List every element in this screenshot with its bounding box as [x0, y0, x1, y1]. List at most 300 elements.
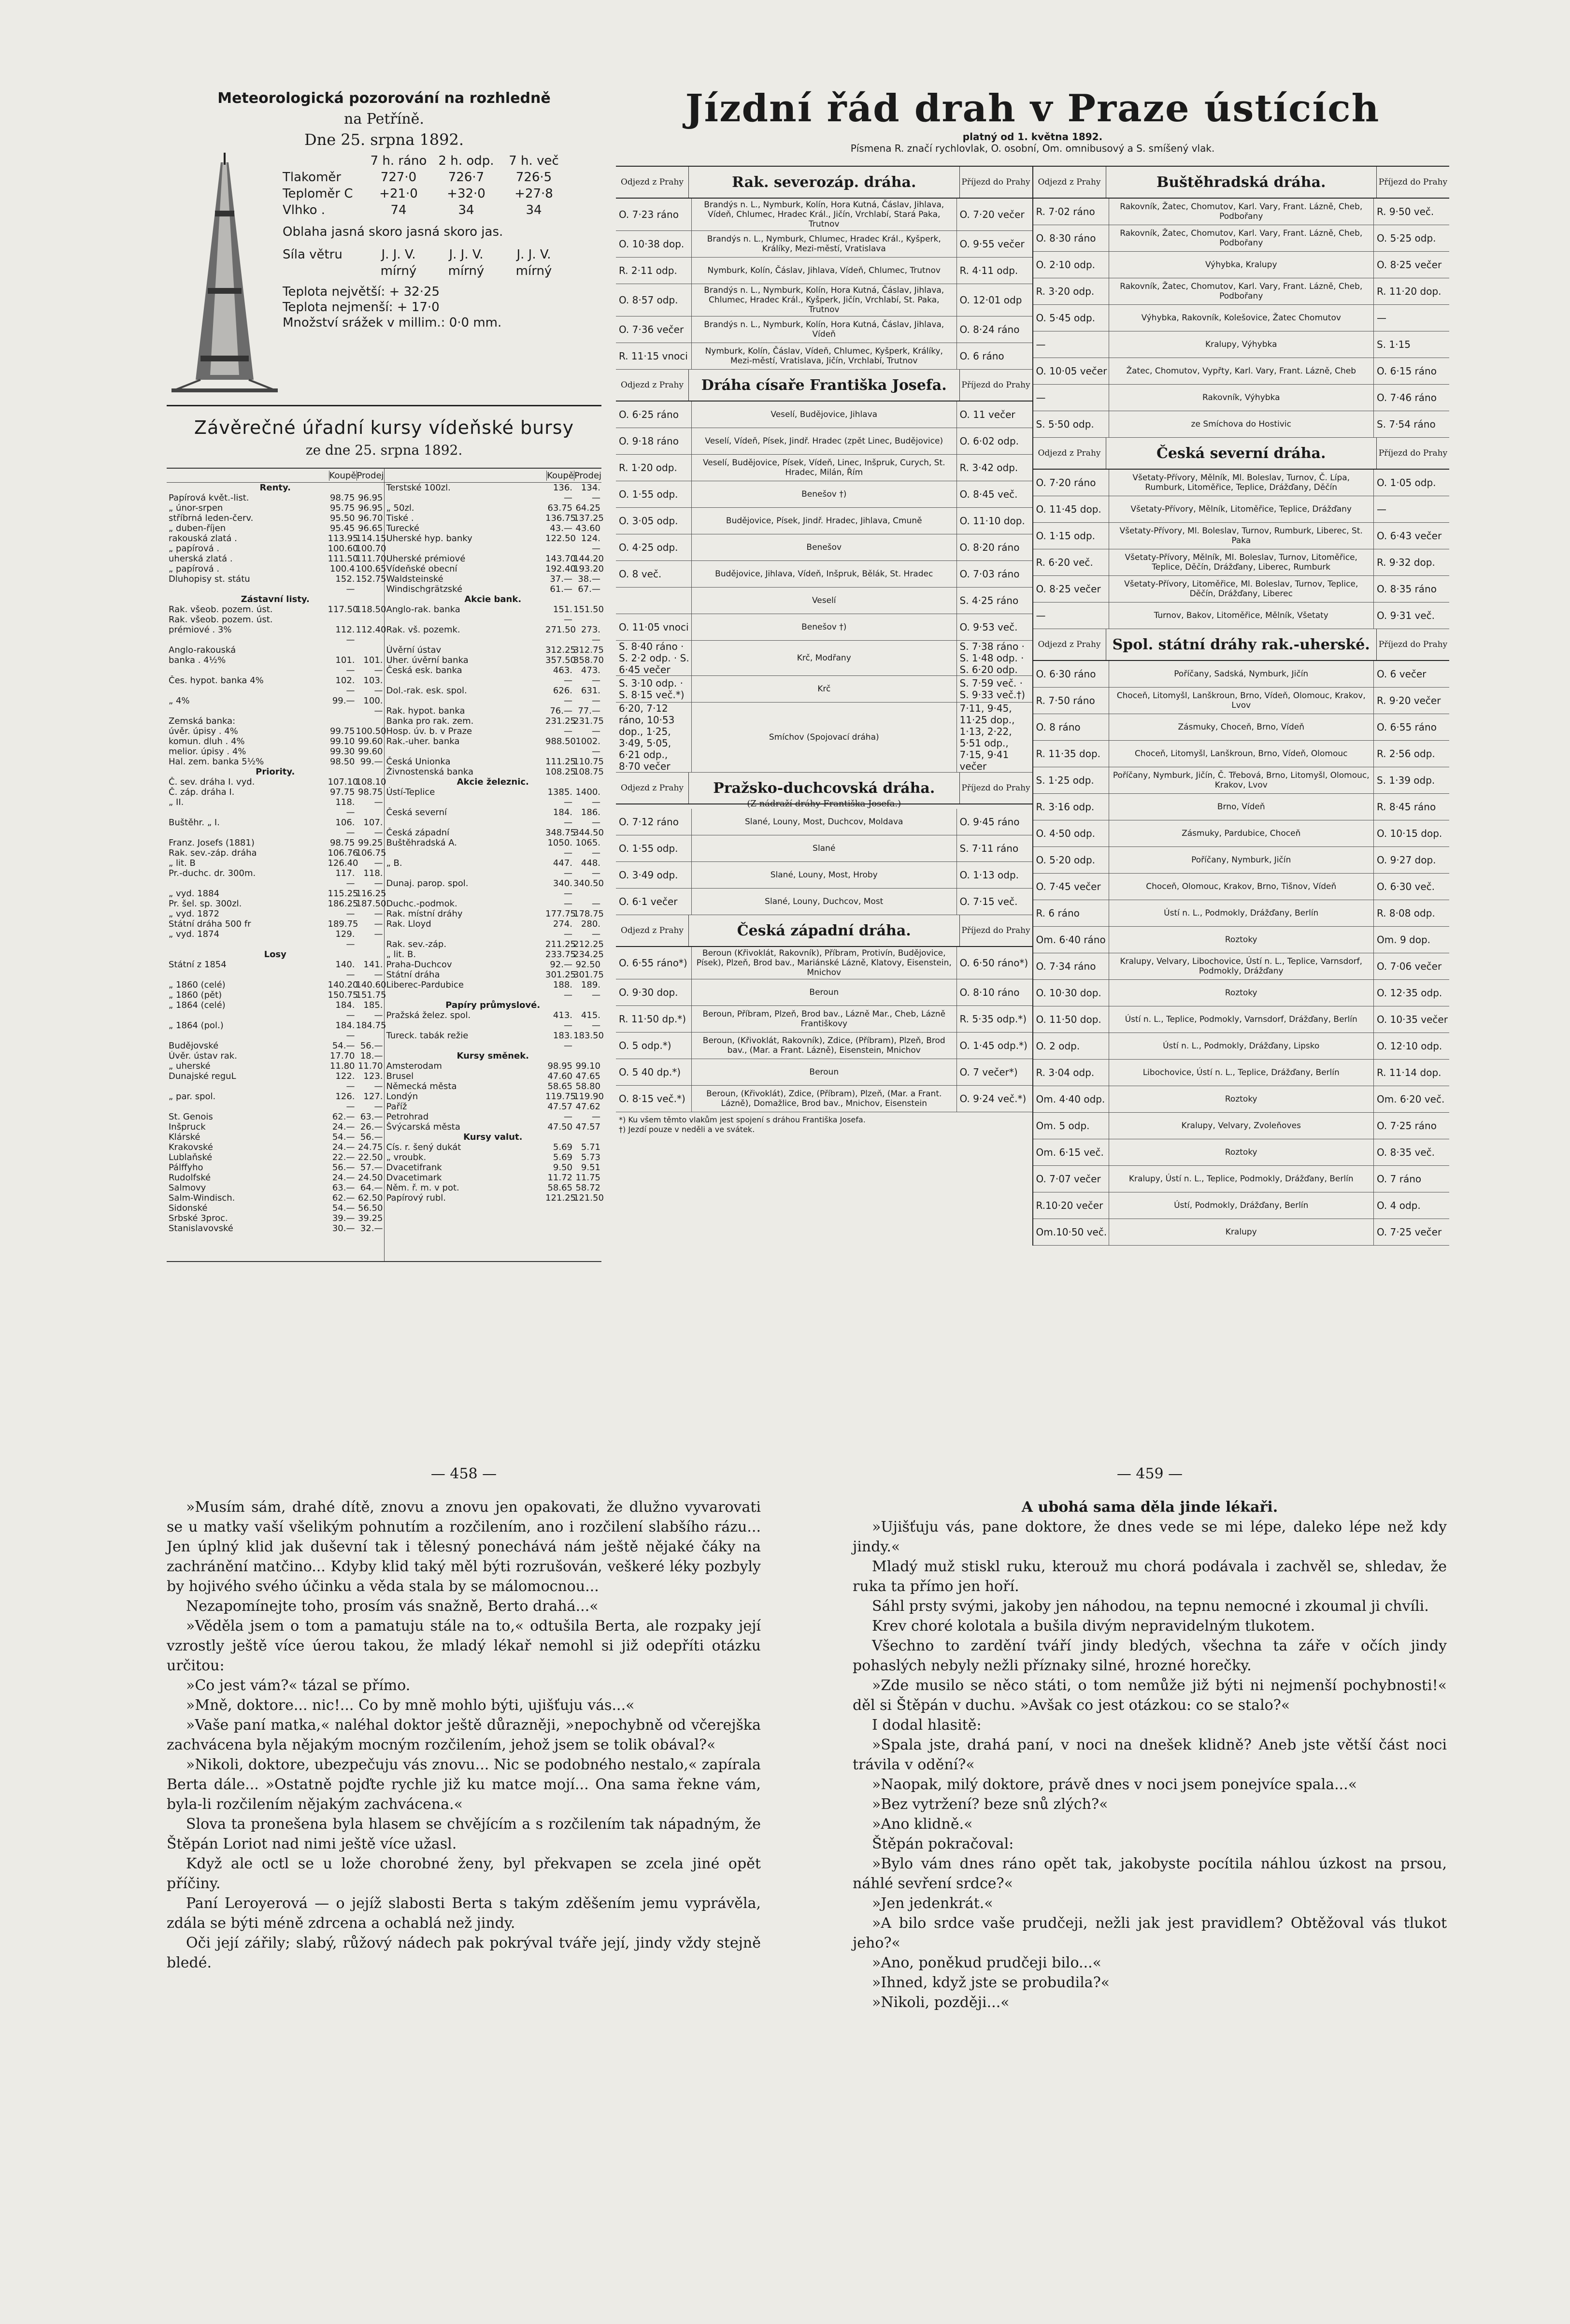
arrival-time: R. 8·08 odp.	[1377, 907, 1435, 919]
train-row	[1033, 331, 1450, 358]
bourse-row	[385, 1071, 602, 1081]
bourse-security: banka . 4½%	[169, 655, 226, 665]
bourse-sell: 24.50	[357, 1173, 383, 1183]
bourse-buy: 100.4	[329, 564, 355, 574]
bourse-buy: 99.75	[329, 726, 355, 736]
bourse-row	[167, 858, 384, 868]
train-row	[1033, 576, 1450, 603]
train-row	[616, 508, 1032, 534]
bourse-sell: 32.—	[360, 1223, 383, 1234]
bourse-sell: 56.—	[360, 1041, 383, 1051]
bourse-sell: 96.95	[357, 503, 383, 513]
arrival-time: —	[1377, 312, 1386, 324]
bourse-sell: 96.65	[357, 523, 383, 533]
bourse-security: Pražská želez. spol.	[386, 1010, 471, 1020]
route: ze Smíchova do Hostivic	[1109, 411, 1374, 437]
bourse-row	[167, 889, 384, 899]
departure-time: O. 5·45 odp.	[1036, 312, 1096, 324]
arrival-header: Příjezd do Prahy	[959, 167, 1032, 198]
bourse-security: „ 4%	[169, 696, 190, 706]
arrival-time: O. 8·20 ráno	[959, 542, 1020, 553]
route: Choceň, Litomyšl, Lanškroun, Brno, Vídeň, Olomouc	[1109, 741, 1374, 767]
train-row	[616, 316, 1032, 343]
story-paragraph: »Ano, poněkud prudčeji bilo...«	[872, 1954, 1102, 1971]
bourse-sell: 47.57	[575, 1122, 600, 1132]
bourse-security: Česká Unionka	[386, 757, 451, 767]
header-prodej: Prodej	[357, 470, 384, 481]
bourse-sell: 9.51	[581, 1162, 600, 1173]
bourse-row	[385, 513, 602, 523]
bourse-row	[167, 787, 384, 797]
bourse-buy: 117.50	[328, 604, 358, 615]
bourse-sell: 116.25	[356, 889, 386, 899]
bourse-buy: —	[564, 726, 572, 736]
route: Ústí n. L., Teplice, Podmokly, Varnsdorf, Drážďany, Berlín	[1109, 1006, 1374, 1033]
bourse-sell: 212.25	[573, 939, 604, 949]
bourse-security: Hosp. úv. b. v Praze	[386, 726, 472, 736]
bourse-buy: 211.25	[545, 939, 576, 949]
bourse-column	[167, 469, 385, 1261]
route: Rakovník, Žatec, Chomutov, Karl. Vary, Frant. Lázně, Cheb, Podbořany	[1109, 199, 1374, 225]
bourse-row	[167, 625, 384, 645]
railway-section-header	[616, 915, 1032, 947]
train-row	[1033, 523, 1450, 549]
train-row	[1033, 305, 1450, 331]
bourse-row	[167, 655, 384, 675]
bourse-row	[167, 493, 384, 503]
train-row	[616, 703, 1032, 773]
bourse-buy: 108.25	[545, 767, 576, 777]
bourse-security: „ papírová .	[169, 564, 220, 574]
bourse-row	[167, 1041, 384, 1051]
bourse-buy: 22.—	[332, 1152, 355, 1162]
bourse-buy: 39.—	[332, 1213, 355, 1223]
bourse-row	[385, 736, 602, 757]
departure-time: O. 10·38 dop.	[619, 238, 685, 250]
meteo-value: 727·0	[380, 170, 417, 185]
bourse-security: Waldsteinské	[386, 574, 443, 584]
timetable-validity: platný od 1. května 1892.	[962, 131, 1103, 143]
bourse-buy: 98.75	[329, 838, 355, 848]
story-area	[167, 1464, 1447, 2012]
departure-time: O. 5 odp.*)	[619, 1040, 671, 1051]
bourse-sell: 100.50	[356, 726, 386, 736]
bourse-buy: 357.50	[545, 655, 576, 665]
train-row	[616, 199, 1032, 231]
bourse-buy: 98.50	[329, 757, 355, 767]
bourse-sell: 99.—	[360, 757, 383, 767]
bourse-sell: 99.25	[357, 838, 383, 848]
departure-time: Om. 4·40 odp.	[1036, 1093, 1105, 1105]
timetable-right	[1033, 167, 1450, 1246]
bourse-security: Papírový rubl.	[386, 1193, 446, 1203]
train-row	[616, 889, 1032, 915]
bourse-security: „ uherské	[169, 1061, 211, 1071]
bourse-sell: 11.75	[575, 1173, 600, 1183]
bourse-buy: 62.—	[332, 1112, 355, 1122]
bourse-sell: 56.—	[360, 1132, 383, 1142]
railway-name: Česká západní dráha.	[737, 922, 911, 939]
railway-name: Česká severní dráha.	[1156, 445, 1326, 462]
departure-time: O. 5·20 odp.	[1036, 854, 1096, 866]
bourse-security: Rak. místní dráhy	[386, 909, 463, 919]
route: Nymburk, Kolín, Čáslav, Jihlava, Vídeň, Chlumec, Trutnov	[691, 258, 957, 284]
bourse-sell: 1400.—	[575, 787, 600, 807]
page-number: — 458 —	[430, 1465, 497, 1482]
bourse-sell: 56.50	[357, 1203, 383, 1213]
arrival-time: S. 7·38 ráno · S. 1·48 odp. · S. 6·20 odp.	[959, 641, 1025, 675]
story-paragraph: Paní Leroyerová — o jejíž slabosti Berta s takým zděšením jemu vyprávěla, zdála se býti méně zdrcena a ochablá než jindy.	[167, 1895, 761, 1932]
railway-subtitle: (Z nádraží dráhy Františka Josefa.)	[747, 799, 901, 809]
route: Poříčany, Nymburk, Jičín	[1109, 847, 1374, 873]
story-column-left	[167, 1464, 761, 2012]
story-paragraph: Když ale octl se u lože chorobné ženy, byl překvapen se zcela jiné opět příčiny.	[167, 1855, 761, 1892]
train-row	[616, 343, 1032, 370]
arrival-time: O. 12·35 odp.	[1377, 987, 1442, 999]
bourse-security: Rak. všeob. pozem. úst.	[169, 615, 273, 625]
route: Kralupy, Výhybka	[1109, 331, 1374, 358]
bourse-row	[385, 1061, 602, 1071]
bourse-row	[385, 604, 602, 625]
railway-name: Spol. státní dráhy rak.-uherské.	[1112, 636, 1370, 653]
route: Ústí n. L., Podmokly, Drážďany, Berlín	[1109, 900, 1374, 926]
bourse-buy: 107.10	[328, 777, 358, 787]
departure-time: O. 2 odp.	[1036, 1040, 1080, 1052]
bourse-sell: —	[592, 1112, 600, 1122]
meteo-row	[283, 186, 568, 202]
bourse-security: Č. sev. dráha I. vyd.	[169, 777, 255, 787]
departure-header: Odjezd z Prahy	[1033, 438, 1106, 469]
departure-time: O. 1·55 odp.	[619, 843, 678, 854]
bourse-buy: 117.—	[335, 868, 355, 889]
departure-time: O. 4·25 odp.	[619, 542, 678, 553]
arrival-time: O. 11·10 dop.	[959, 515, 1025, 527]
bourse-buy: 184.—	[553, 807, 572, 828]
route: Libochovice, Ústí n. L., Teplice, Drážďany, Berlín	[1109, 1060, 1374, 1086]
train-row	[1033, 358, 1450, 385]
meteo-value: 74	[390, 203, 407, 217]
bourse-buy: 988.50	[545, 736, 576, 746]
bourse-sell: 100.—	[363, 696, 383, 716]
departure-time: O. 7·23 ráno	[619, 209, 679, 220]
bourse-row	[167, 899, 384, 909]
bourse-sell: 100.70	[356, 544, 386, 554]
bourse-security: „ 1860 (pět)	[169, 990, 222, 1000]
bourse-header	[385, 469, 602, 483]
meteo-value: +32·0	[447, 186, 485, 201]
bourse-security: „ vroubk.	[386, 1152, 427, 1162]
departure-time: R. 7·50 ráno	[1036, 695, 1095, 706]
bourse-buy: 136.75	[545, 513, 576, 523]
bourse-security: Tureck. tabák režie	[386, 1031, 469, 1041]
bourse-row	[167, 1162, 384, 1173]
bourse-security: Dunajské reguL	[169, 1071, 236, 1081]
bourse-buy: 112.—	[335, 625, 355, 645]
arrival-time: Om. 6·20 več.	[1377, 1093, 1445, 1105]
railway-section-header	[1033, 438, 1450, 470]
bourse-sell: 57.—	[360, 1162, 383, 1173]
bourse-row	[385, 757, 602, 767]
bourse-buy: 24.—	[332, 1142, 355, 1152]
bourse-sell: 140.60	[356, 980, 386, 990]
train-row	[1033, 1166, 1450, 1192]
departure-time: O. 8·57 odp.	[619, 294, 678, 306]
bourse-sell: 22.50	[357, 1152, 383, 1162]
bourse-row	[167, 1020, 384, 1041]
bourse-row	[385, 523, 602, 533]
bourse-row	[167, 1183, 384, 1193]
bourse-sell: 100.65	[356, 564, 386, 574]
header-prodej: Prodej	[574, 470, 602, 481]
railway-section-header	[616, 370, 1032, 402]
train-row	[1033, 980, 1450, 1006]
arrival-time: O. 9·24 več.*)	[959, 1093, 1027, 1105]
bourse-row	[385, 960, 602, 970]
arrival-time: O. 6·43 večer	[1377, 530, 1442, 542]
train-row	[1033, 252, 1450, 278]
arrival-time: O. 12·01 odp	[959, 294, 1022, 306]
bourse-security: Švýcarská města	[386, 1122, 460, 1132]
bourse-row	[167, 513, 384, 523]
bourse-column	[385, 469, 602, 1261]
story-paragraph: »Jen jedenkrát.«	[872, 1895, 993, 1912]
route: Veselí, Budějovice, Jihlava	[691, 402, 957, 428]
bourse-row	[167, 696, 384, 716]
bourse-row	[385, 1193, 602, 1203]
departure-time: O. 7·36 večer	[619, 324, 684, 335]
arrival-time: O. 9·53 več.	[959, 621, 1018, 633]
arrival-time: O. 7·25 večer	[1377, 1226, 1442, 1238]
bourse-sell: 234.25	[573, 949, 604, 960]
train-row	[616, 455, 1032, 481]
arrival-time: O. 6 ráno	[959, 350, 1004, 362]
bourse-security: „ par. spol.	[169, 1091, 216, 1102]
story-paragraph: »Věděla jsem o tom a pamatuju stále na to,« odtušila Berta, ale rozpaky její vzrostly ještě více úerou takou, že mladý lékař nemohl si již odepříti otázku určitou:	[167, 1618, 761, 1674]
bourse-sell: 47.65	[575, 1071, 600, 1081]
bourse-row	[167, 1152, 384, 1162]
route: Beroun	[691, 979, 957, 1005]
petrin-tower-icon	[167, 153, 283, 394]
bourse-row	[167, 818, 384, 838]
story-paragraph: Štěpán pokračoval:	[872, 1836, 1014, 1852]
route: Výhybka, Rakovník, Kolešovice, Žatec Chomutov	[1109, 305, 1374, 331]
arrival-time: R. 9·20 večer	[1377, 695, 1441, 706]
bourse-sell: 43.60	[575, 523, 600, 533]
bourse-row	[385, 1010, 602, 1031]
bourse-security: Krakovské	[169, 1142, 213, 1152]
departure-time: O. 6·25 ráno	[619, 409, 679, 420]
bourse-security: Windischgrätzské	[386, 584, 463, 594]
departure-time: O. 8 ráno	[1036, 721, 1081, 733]
bourse-row	[167, 1193, 384, 1203]
arrival-time: O. 1·05 odp.	[1377, 477, 1436, 488]
departure-time: O. 7·07 večer	[1036, 1173, 1101, 1185]
bourse-buy: 17.70	[329, 1051, 355, 1061]
bourse-buy: 47.60	[547, 1071, 572, 1081]
meteo-value: 34	[526, 203, 542, 217]
bourse-buy: 126.—	[335, 1091, 355, 1112]
bourse-buy: 111.50	[328, 554, 358, 564]
route: Benešov †)	[691, 481, 957, 507]
bourse-sell: 58.72	[575, 1183, 600, 1193]
route: Ústí n. L., Podmokly, Drážďany, Lipsko	[1109, 1033, 1374, 1059]
arrival-time: R. 11·20 dop.	[1377, 286, 1442, 297]
arrival-time: O. 9·55 večer	[959, 238, 1025, 250]
bourse-sell: 98.75	[357, 787, 383, 797]
route: Choceň, Olomouc, Krakov, Brno, Tišnov, Vídeň	[1109, 874, 1374, 900]
bourse-row	[385, 970, 602, 980]
bourse-sell: 5.73	[581, 1152, 600, 1162]
arrival-time: O. 10·15 dop.	[1377, 828, 1442, 839]
bourse-sell: 77.—	[578, 706, 600, 716]
bourse-security: Státní z 1854	[169, 960, 227, 970]
bourse-row	[167, 1203, 384, 1213]
bourse-row	[167, 980, 384, 990]
bourse-buy: 54.—	[332, 1041, 355, 1051]
meteo-extra: Množství srážek v millim.: 0·0 mm.	[283, 316, 502, 330]
bourse-security: Rak. Lloyd	[386, 919, 431, 929]
footnote: †) Jezdí pouze v neděli a ve svátek.	[619, 1125, 755, 1134]
meteo-value: +21·0	[379, 186, 418, 201]
bourse-security: „ vyd. 1884	[169, 889, 220, 899]
bourse-security: úvěr. úpisy . 4%	[169, 726, 238, 736]
bourse-buy: 9.50	[553, 1162, 572, 1173]
bourse-security: Anglo-rakouská	[169, 645, 236, 655]
bourse-row	[167, 615, 384, 625]
bourse-row	[167, 990, 384, 1000]
bourse-sell: 185.—	[363, 1000, 383, 1020]
bourse-sell: 108.10	[356, 777, 386, 787]
bourse-row	[385, 1183, 602, 1193]
arrival-time: S. 4·25 ráno	[959, 595, 1019, 606]
bourse-security: „ 50zl.	[386, 503, 414, 513]
bourse-row	[167, 757, 384, 767]
arrival-time: O. 9·45 ráno	[959, 816, 1020, 828]
bourse-security: „ II.	[169, 797, 184, 807]
bourse-security: Tiské .	[386, 513, 414, 523]
bourse-buy: —	[564, 1112, 572, 1122]
train-row	[1033, 496, 1450, 523]
timetable-left	[616, 167, 1033, 1246]
story-paragraph: »Bez vytržení? beze snů zlých?«	[872, 1796, 1108, 1813]
story-paragraph: »Nikoli, doktore, ubezpečuju vás znovu... Nic se podobného nestalo,« zapírala Berta dále... »Ostatně pojďte rychle již ku matce mojí... Ona sama řekne vám, byla-li rozčilením nějakým zachvácena.«	[167, 1756, 761, 1813]
route: Budějovice, Písek, Jindř. Hradec, Jihlava, Cmuně	[691, 508, 957, 534]
bourse-sell: 187.50	[356, 899, 386, 909]
bourse-row	[385, 1031, 602, 1051]
bourse-security: Lublaňské	[169, 1152, 213, 1162]
bourse-row	[385, 1122, 602, 1132]
bourse-buy: 150.75	[328, 990, 358, 1000]
route: Žatec, Chomutov, Vypřty, Karl. Vary, Frant. Lázně, Cheb	[1109, 358, 1374, 384]
arrival-header: Příjezd do Prahy	[959, 915, 1032, 946]
route: Brandýs n. L., Nymburk, Kolín, Hora Kutná, Čáslav, Jihlava, Chlumec, Hradec Král., Kyšperk, Jičín, Vrchlabí, St. Paka, Trutnov	[691, 284, 957, 316]
bourse-buy: 98.95	[547, 1061, 572, 1071]
bourse-security: Cís. r. šený dukát	[386, 1142, 461, 1152]
header-koupe: Koupě	[547, 470, 574, 481]
bourse-buy: 1385.—	[547, 787, 572, 807]
route: Roztoky	[1109, 927, 1374, 953]
meteo-extra: Teplota nejmenší: + 17·0	[283, 300, 440, 315]
bourse-row	[385, 949, 602, 960]
bourse-sell: 473.—	[581, 665, 600, 686]
bourse-row	[385, 838, 602, 858]
bourse-security: Brusel	[386, 1071, 414, 1081]
bourse-buy: 136.—	[553, 483, 572, 503]
bourse-buy: 301.25	[545, 970, 576, 980]
arrival-time: S. 7·54 ráno	[1377, 418, 1436, 430]
arrival-time: O. 7·03 ráno	[959, 568, 1020, 580]
train-row	[616, 979, 1032, 1006]
train-row	[616, 428, 1032, 455]
route: Všetaty-Přívory, Mělník, Litoměřice, Teplice, Drážďany	[1109, 496, 1374, 522]
bourse-security: Rak. sev.-záp.	[386, 939, 447, 949]
bourse-security: Rak. vš. pozemk.	[386, 625, 460, 635]
bourse-security: St. Genois	[169, 1112, 213, 1122]
bourse-buy: 186.25	[328, 899, 358, 909]
route: Rakovník, Žatec, Chomutov, Karl. Vary, Frant. Lázně, Cheb, Podbořany	[1109, 278, 1374, 304]
bourse-security: Petrohrad	[386, 1112, 429, 1122]
route: Výhybka, Kralupy	[1109, 252, 1374, 278]
departure-time: R. 3·04 odp.	[1036, 1067, 1095, 1078]
bourse-row	[167, 929, 384, 949]
bourse-row	[167, 1223, 384, 1234]
railway-name: Buštěhradská dráha.	[1156, 173, 1326, 191]
departure-time: O. 6·30 ráno	[1036, 668, 1096, 680]
bourse-buy: 140.20	[328, 980, 358, 990]
bourse-buy: 92.—	[550, 960, 572, 970]
arrival-time: O. 6·15 ráno	[1377, 365, 1437, 377]
route: Roztoky	[1109, 1139, 1374, 1165]
bourse-security: Uherské hyp. banky	[386, 533, 472, 544]
bourse-sell: 58.80	[575, 1081, 600, 1091]
bourse-security: Vídeňské obecní	[386, 564, 457, 574]
bourse-security: Franz. Josefs (1881)	[169, 838, 255, 848]
bourse-section-title: Losy	[264, 949, 286, 960]
bourse-security: Česká severní	[386, 807, 447, 818]
train-row	[1033, 549, 1450, 576]
bourse-buy: 177.75	[545, 909, 576, 919]
arrival-time: S. 7·59 več. · S. 9·33 več.†)	[959, 677, 1026, 701]
train-row	[1033, 278, 1450, 305]
bourse-buy: 151.—	[553, 604, 572, 625]
train-row	[1033, 1219, 1450, 1246]
story-paragraph: »A bilo srdce vaše prudčeji, nežli jak jest pravidlem? Obtěžoval vás tlukot jeho?«	[853, 1915, 1447, 1951]
meteo-value: 726·5	[515, 170, 552, 185]
bourse-security: Zemská banka:	[169, 716, 236, 726]
departure-time: R. 3·16 odp.	[1036, 801, 1095, 813]
arrival-time: O. 6·55 ráno	[1377, 721, 1437, 733]
bourse-sell: 186.—	[581, 807, 600, 828]
bourse-buy: 56.—	[332, 1162, 355, 1173]
route: Poříčany, Sadská, Nymburk, Jičín	[1109, 661, 1374, 687]
bourse-security: Salm-Windisch.	[169, 1193, 235, 1203]
bourse-buy: 58.65	[547, 1081, 572, 1091]
bourse-buy: 233.75	[545, 949, 576, 960]
train-row	[1033, 741, 1450, 767]
train-row	[616, 284, 1032, 316]
bourse-buy: 183.—	[553, 1031, 572, 1051]
bourse-sell: 103.—	[363, 675, 383, 696]
bourse-security: Rak.-uher. banka	[386, 736, 460, 746]
bourse-sell: 152.75	[356, 574, 386, 584]
bourse-sell: 64.25	[575, 503, 600, 513]
train-row	[1033, 603, 1450, 629]
departure-time: R. 7·02 ráno	[1036, 206, 1095, 217]
arrival-time: S. 1·15	[1377, 339, 1411, 350]
bourse-sell: 151.75	[356, 990, 386, 1000]
bourse-security: „ 1864 (pol.)	[169, 1020, 224, 1031]
story-paragraph: »Ujišťuju vás, pane doktore, že dnes vede se mi lépe, daleko lépe než kdy jindy.«	[853, 1519, 1447, 1555]
